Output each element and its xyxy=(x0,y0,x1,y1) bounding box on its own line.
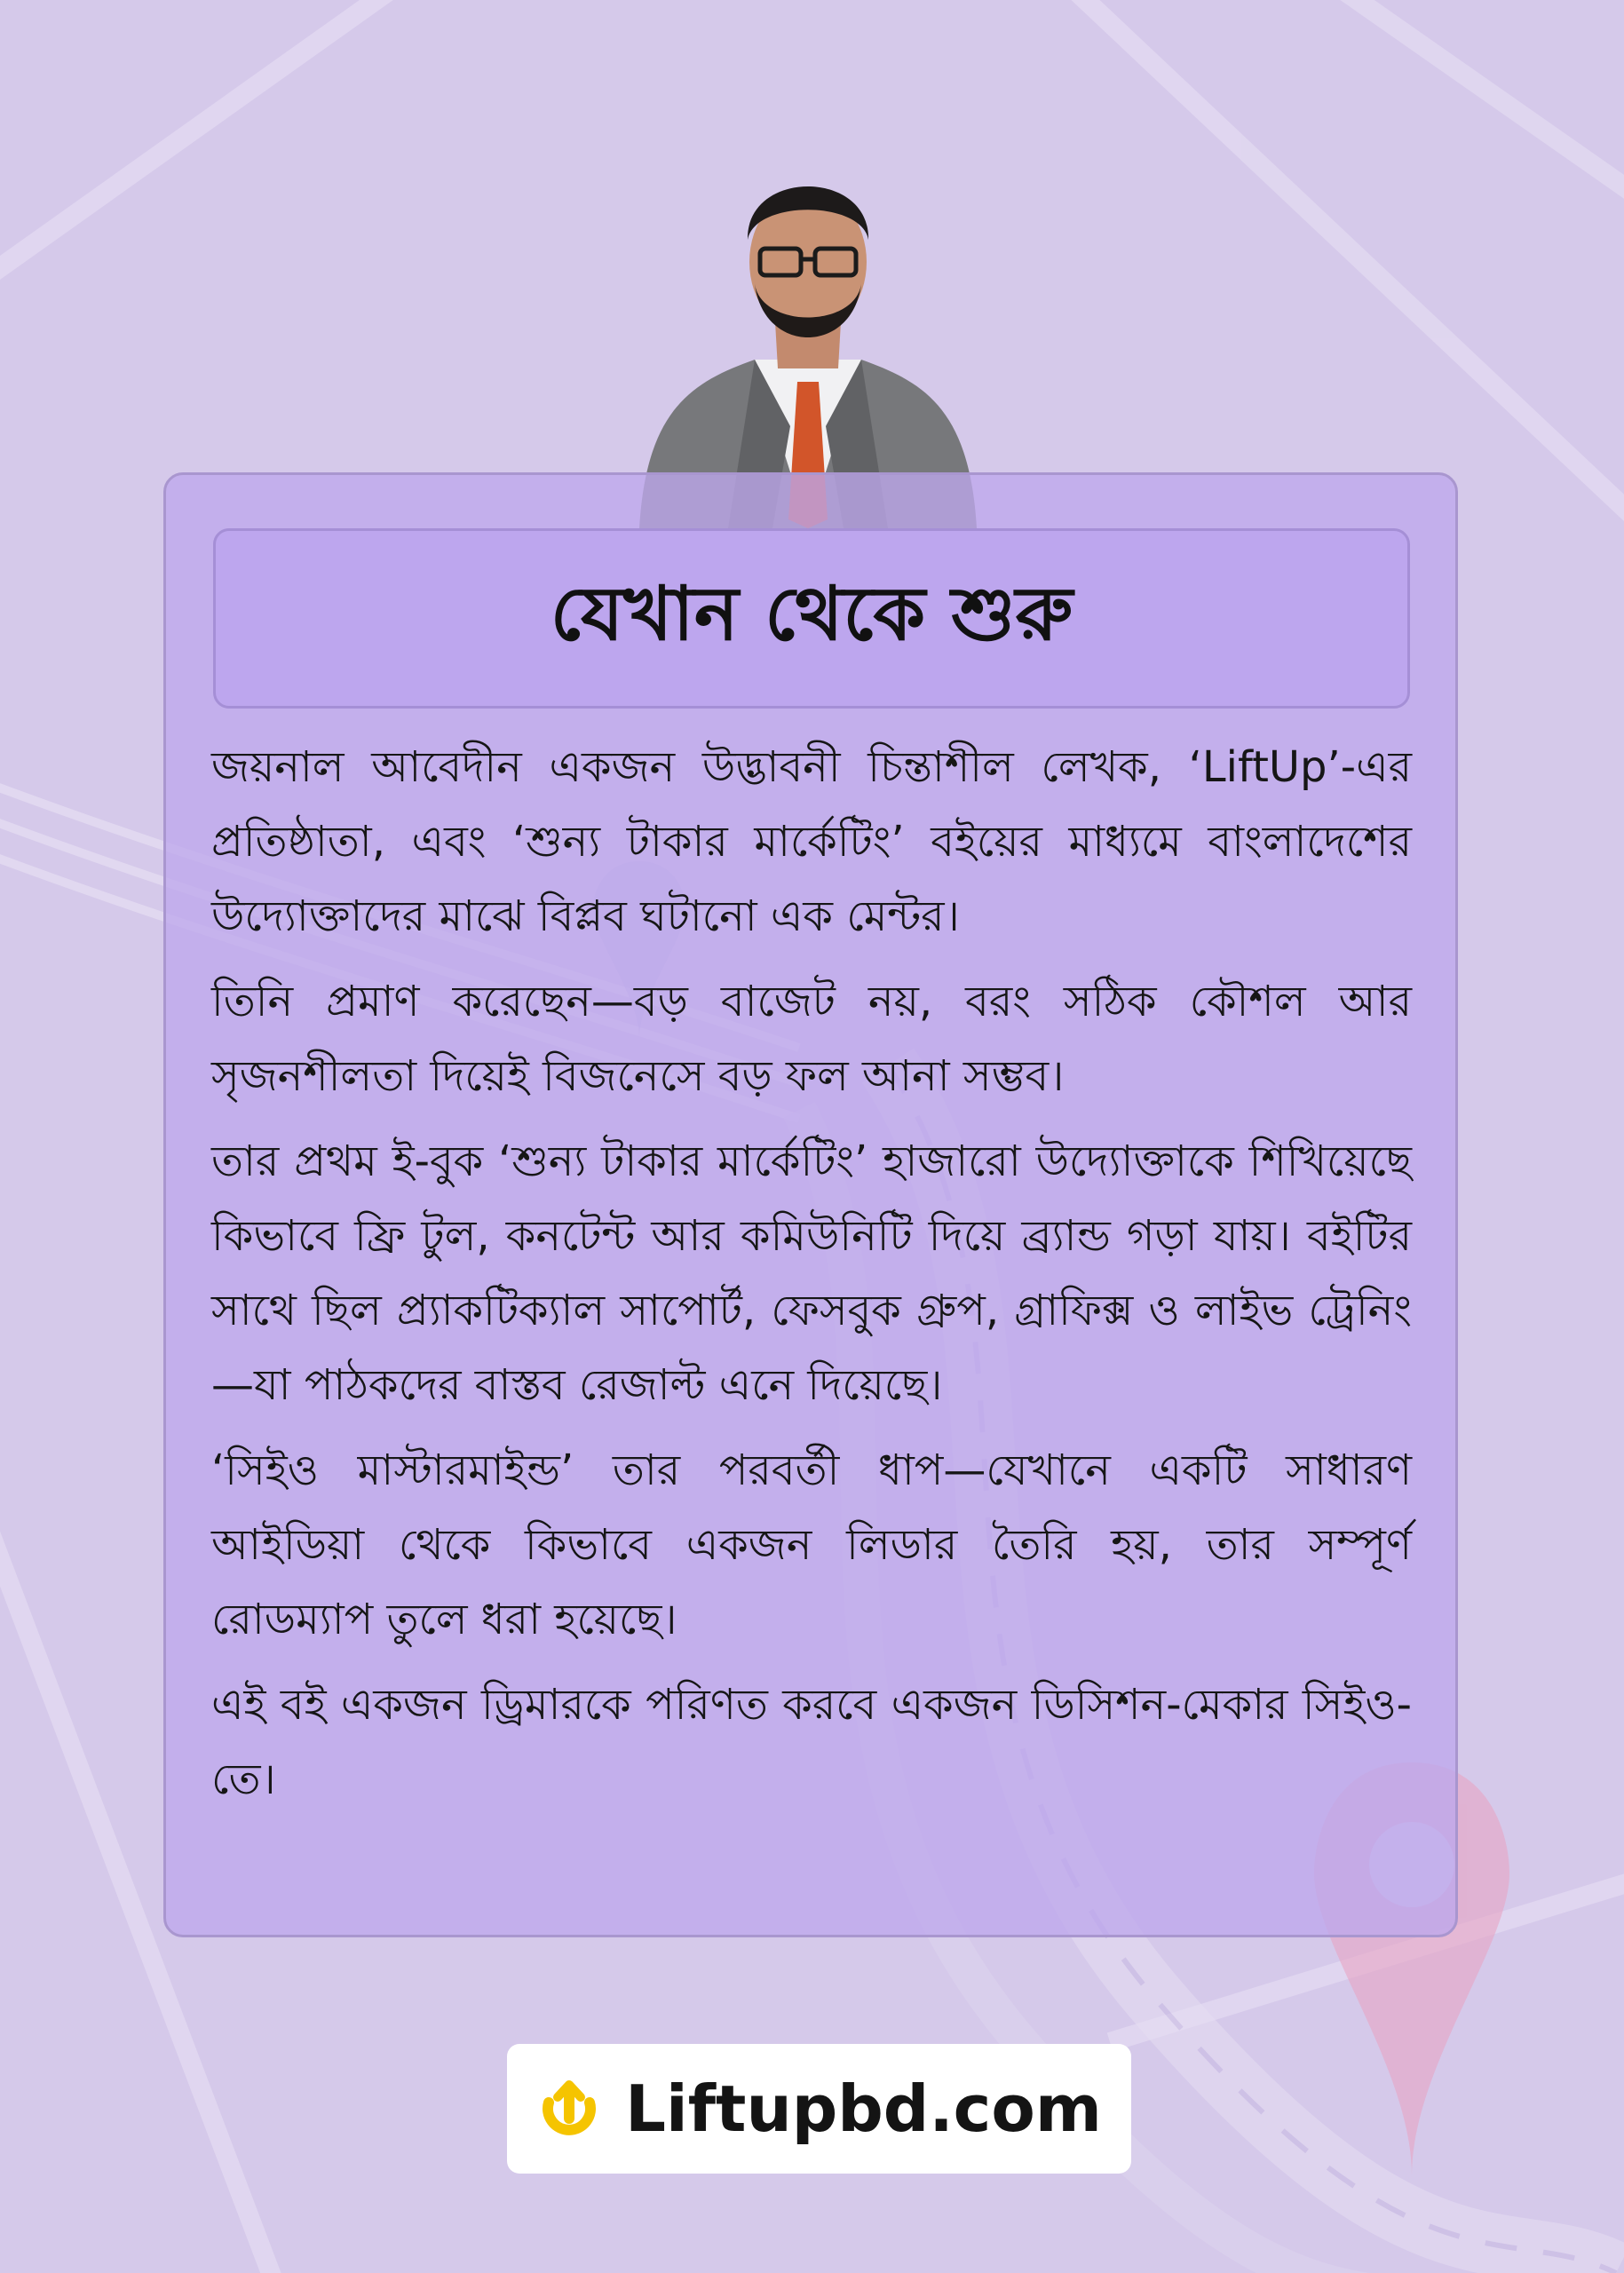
website-logo-badge[interactable] xyxy=(507,2044,1131,2174)
paragraph-first-ebook: তার প্রথম ই-বুক ‘শুন্য টাকার মার্কেটিং’ হাজারো উদ্যোক্তাকে শিখিয়েছে কিভাবে ফ্রি টুল, কনটেন্ট আর কমিউনিটি দিয়ে ব্র্যান্ড গড়া যায়। বইটির সাথে ছিল প্র্যাকটিক্যাল সাপোর্ট, ফেসবুক গ্রুপ, গ্রাফিক্স ও লাইভ ট্রেনিং—যা পাঠকদের বাস্তব রেজাল্ট এনে দিয়েছে। xyxy=(211,1136,1412,1410)
paragraph-ceo-mastermind: ‘সিইও মাস্টারমাইন্ড’ তার পরবর্তী ধাপ—যেখানে একটি সাধারণ আইডিয়া থেকে কিভাবে একজন লিডার তৈরি হয়, তার সম্পূর্ণ রোডম্যাপ তুলে ধরা হয়েছে। xyxy=(211,1445,1412,1644)
page-title: যেখান থেকে শুরু xyxy=(550,570,1073,657)
paragraph-intro: জয়নাল আবেদীন একজন উদ্ভাবনী চিন্তাশীল লেখক, ‘LiftUp’-এর প্রতিষ্ঠাতা, এবং ‘শুন্য টাকার মার্কেটিং’ বইয়ের মাধ্যমে বাংলাদেশের উদ্যোক্তাদের মাঝে বিপ্লব ঘটানো এক মেন্টর। xyxy=(211,742,1412,941)
paragraph-proof: তিনি প্রমাণ করেছেন—বড় বাজেট নয়, বরং সঠিক কৌশল আর সৃজনশীলতা দিয়েই বিজনেসে বড় ফল আনা সম্ভব। xyxy=(211,977,1412,1101)
website-url: Liftupbd.com xyxy=(625,2071,1102,2146)
author-portrait xyxy=(622,115,994,528)
title-banner xyxy=(213,528,1410,709)
paragraph-closing: এই বই একজন ড্রিমারকে পরিণত করবে একজন ডিসিশন-মেকার সিইও-তে। xyxy=(211,1680,1412,1804)
body-text xyxy=(211,730,1412,1827)
liftup-logo-icon xyxy=(536,2076,602,2142)
